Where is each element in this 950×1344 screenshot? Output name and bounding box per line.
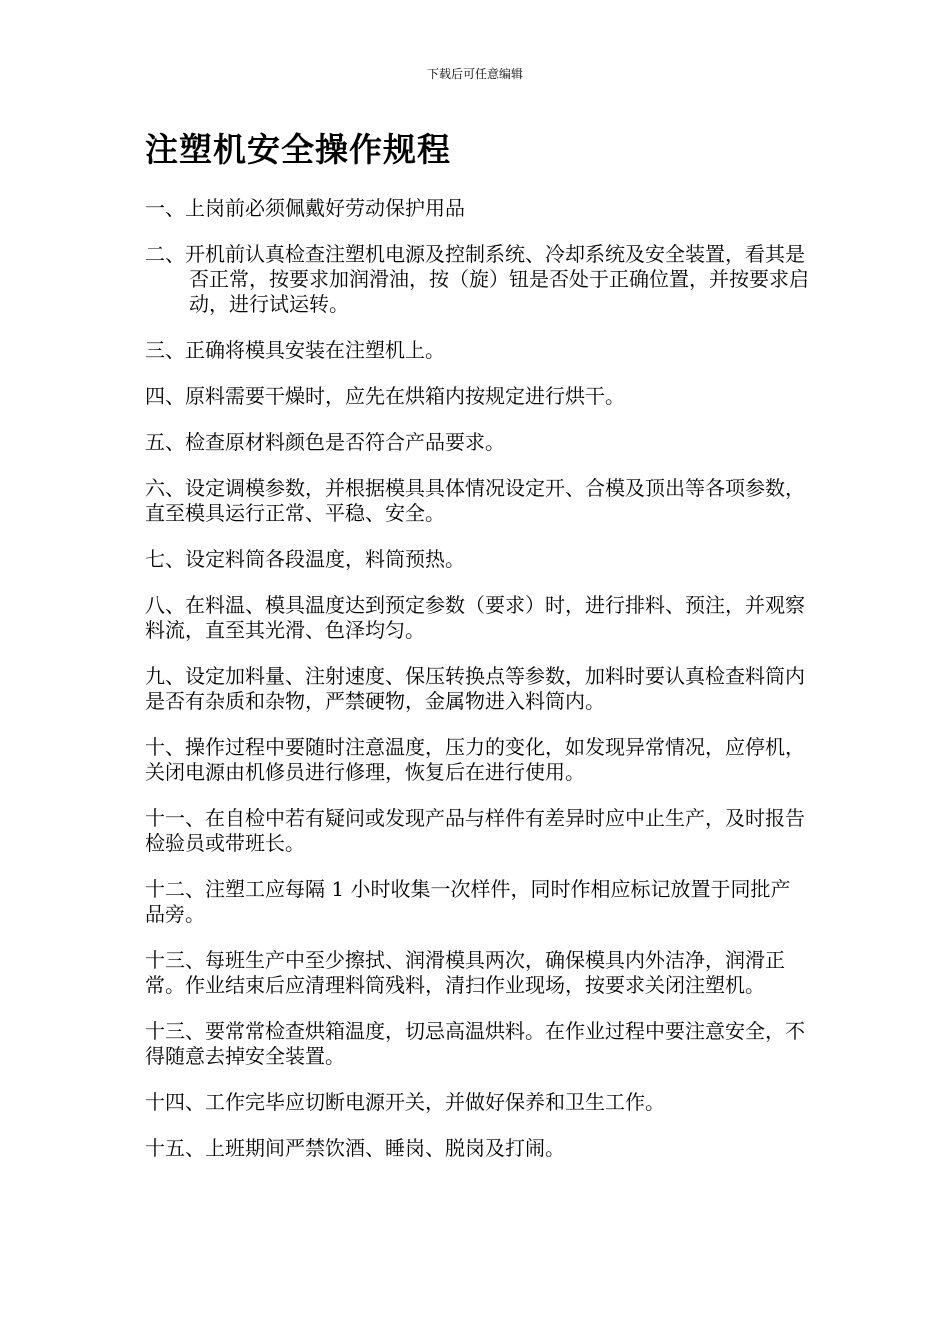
document-title: 注塑机安全操作规程: [145, 130, 451, 169]
rules-list: [145, 196, 810, 1161]
rule-text: 上班期间严禁饮酒、睡岗、脱岗及打闹。: [205, 1136, 565, 1160]
rule-number: 三、: [145, 338, 185, 362]
rule-text: 开机前认真检查注塑机电源及控制系统、冷却系统及安全装置，看其是否正常，按要求加润滑油，按（旋）钮是否处于正确位置，并按要求启动，进行试运转。: [185, 242, 809, 316]
rule-item-15: [145, 1090, 810, 1115]
rule-text: 设定料筒各段温度，料筒预热。: [185, 547, 465, 571]
rule-text: 工作完毕应切断电源开关，并做好保养和卫生工作。: [205, 1090, 665, 1114]
rule-number: 十三、: [145, 948, 205, 972]
rule-item-4: [145, 384, 810, 409]
rule-text: 原料需要干燥时，应先在烘箱内按规定进行烘干。: [185, 384, 625, 408]
rule-number: 四、: [145, 384, 185, 408]
rule-item-16: [145, 1136, 810, 1161]
rule-item-6: [145, 476, 810, 526]
rule-text: 设定加料量、注射速度、保压转换点等参数，加料时要认真检查料筒内是否有杂质和杂物，严禁硬物，金属物进入料筒内。: [145, 664, 805, 713]
rule-item-1: [145, 196, 810, 221]
rule-number: 二、: [145, 242, 185, 266]
rule-number: 六、: [145, 476, 185, 500]
rule-text: 每班生产中至少擦拭、润滑模具两次，确保模具内外洁净，润滑正常。作业结束后应清理料筒残料，清扫作业现场，按要求关闭注塑机。: [145, 948, 785, 997]
rule-text: 上岗前必须佩戴好劳动保护用品: [185, 196, 465, 220]
rule-item-2: [145, 242, 810, 317]
rule-item-3: [145, 338, 810, 363]
rule-text: 注塑工应每隔 1 小时收集一次样件，同时作相应标记放置于同批产品旁。: [145, 877, 791, 926]
rule-item-8: [145, 593, 810, 643]
rule-number: 一、: [145, 196, 185, 220]
rule-text: 在料温、模具温度达到预定参数（要求）时，进行排料、预注，并观察料流，直至其光滑、色泽均匀。: [145, 593, 805, 642]
rule-text: 设定调模参数，并根据模具具体情况设定开、合模及顶出等各项参数，直至模具运行正常、平稳、安全。: [145, 476, 805, 525]
rule-item-13: [145, 948, 810, 998]
header-note: 下载后可任意编辑: [426, 67, 523, 81]
rule-item-5: [145, 430, 810, 455]
rule-item-10: [145, 735, 810, 785]
rule-text: 在自检中若有疑问或发现产品与样件有差异时应中止生产，及时报告检验员或带班长。: [145, 806, 805, 855]
rule-number: 十三、: [145, 1019, 205, 1043]
rule-number: 八、: [145, 593, 185, 617]
rule-item-14: [145, 1019, 810, 1069]
rule-number: 十五、: [145, 1136, 205, 1160]
rule-number: 九、: [145, 664, 185, 688]
rule-number: 十一、: [145, 806, 205, 830]
rule-number: 五、: [145, 430, 185, 454]
rule-item-12: [145, 877, 810, 927]
rule-number: 七、: [145, 547, 185, 571]
rule-item-11: [145, 806, 810, 856]
rule-text: 操作过程中要随时注意温度，压力的变化，如发现异常情况，应停机，关闭电源由机修员进行修理，恢复后在进行使用。: [145, 735, 805, 784]
rule-number: 十、: [145, 735, 185, 759]
rule-item-7: [145, 547, 810, 572]
rule-number: 十四、: [145, 1090, 205, 1114]
rule-number: 十二、: [145, 877, 205, 901]
rule-text: 要常常检查烘箱温度，切忌高温烘料。在作业过程中要注意安全，不得随意去掉安全装置。: [145, 1019, 805, 1068]
rule-item-9: [145, 664, 810, 714]
rule-text: 正确将模具安装在注塑机上。: [185, 338, 445, 362]
rule-text: 检查原材料颜色是否符合产品要求。: [185, 430, 505, 454]
